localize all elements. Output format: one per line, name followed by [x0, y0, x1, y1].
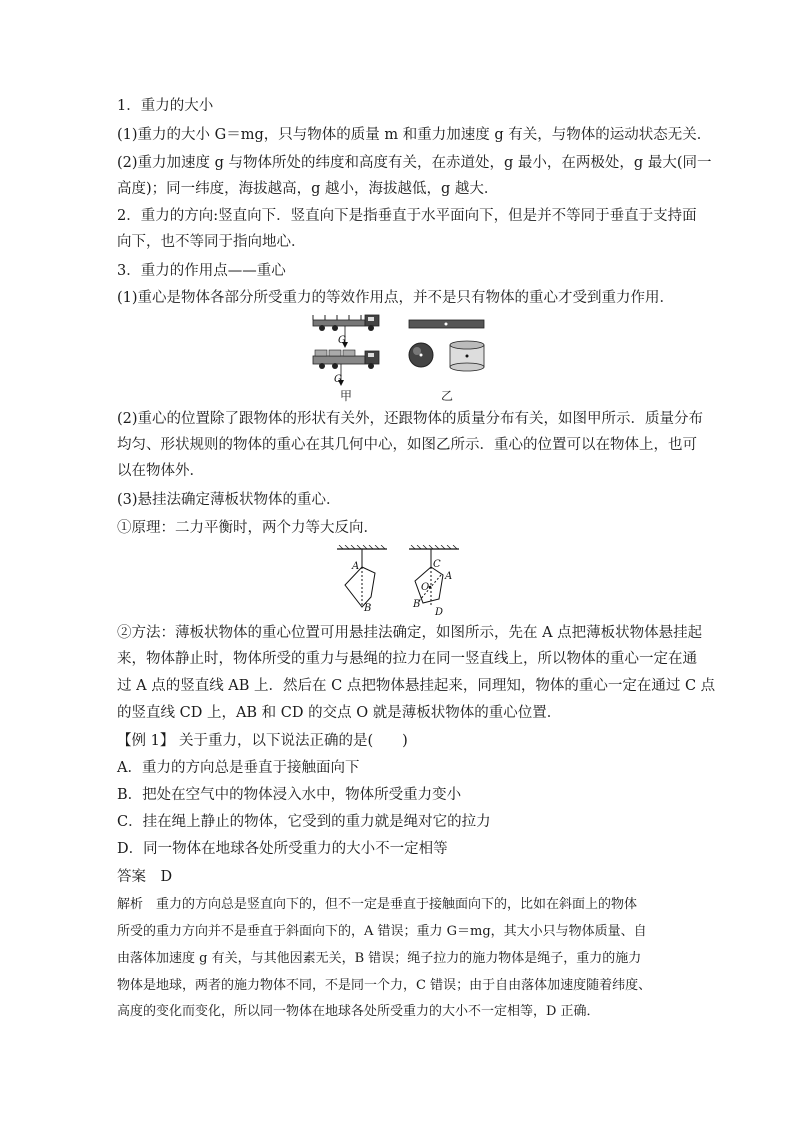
paragraph-center-position-2: 均匀、形状规则的物体的重心在其几何中心，如图乙所示．重心的位置可以在物体上，也可 [117, 437, 697, 453]
paragraph-method-2: 来，物体静止时，物体所受的重力与悬绳的拉力在同一竖直线上，所以物体的重心一定在通 [117, 651, 697, 667]
explanation-line-2: 所受的重力方向并不是垂直于斜面向下的，A 错误；重力 G＝mg，其大小只与物体质量、自 [117, 924, 647, 939]
paragraph-center-position-1: (2)重心的位置除了跟物体的形状有关外，还跟物体的质量分布有关，如图甲所示．质量分布 [117, 411, 704, 427]
paragraph-method-1: ②方法：薄板状物体的重心位置可用悬挂法确定，如图所示，先在 A 点把薄板状物体悬挂起 [117, 625, 703, 641]
rod-icon [409, 320, 484, 328]
explanation-line-5: 高度的变化而变化，所以同一物体在地球各处所受重力的大小不一定相等，D 正确． [117, 1004, 600, 1019]
label-a-right: A [445, 571, 453, 582]
label-a-left: A [352, 561, 360, 572]
label-o: O [421, 582, 430, 593]
label-c: C [433, 559, 441, 570]
label-b-left: B [364, 603, 372, 614]
option-b: B．把处在空气中的物体浸入水中，物体所受重力变小 [117, 787, 462, 803]
truck-loaded-icon [313, 350, 379, 386]
gravity-label-top: G [338, 335, 346, 346]
label-b-right: B [413, 599, 421, 610]
paragraph-gravity-acceleration-1: (2)重力加速度 g 与物体所处的纬度和高度有关，在赤道处，g 最小，在两极处，g 最大(同一 [117, 155, 712, 171]
caption-yi: 乙 [441, 389, 454, 403]
label-d: D [435, 607, 444, 617]
option-a: A．重力的方向总是垂直于接触面向下 [117, 760, 360, 776]
paragraph-method-3: 过 A 点的竖直线 AB 上．然后在 C 点把物体悬挂起来，同理知，物体的重心一定在通过 C 点 [117, 678, 716, 694]
explanation-line-1: 解析 重力的方向总是竖直向下的，但不一定是垂直于接触面向下的，比如在斜面上的物体 [117, 897, 638, 912]
answer: 答案 D [117, 869, 173, 885]
sphere-icon [409, 343, 433, 367]
paragraph-direction-1: 2．重力的方向:竖直向下．竖直向下是指垂直于水平面向下，但是并不等同于垂直于支持面 [117, 208, 697, 224]
paragraph-principle: ①原理：二力平衡时，两个力等大反向． [117, 520, 378, 536]
caption-jia: 甲 [340, 389, 353, 403]
paragraph-method-4: 的竖直线 CD 上，AB 和 CD 的交点 O 就是薄板状物体的重心位置． [117, 705, 562, 721]
cylinder-icon [450, 341, 484, 371]
paragraph-direction-2: 向下，也不等同于指向地心． [117, 234, 306, 250]
example-question: 【例 1】 关于重力，以下说法正确的是( ) [117, 733, 408, 749]
section-heading-magnitude: 1．重力的大小 [117, 98, 214, 114]
paragraph-suspension-method: (3)悬挂法确定薄板状物体的重心． [117, 492, 341, 508]
paragraph-gravity-acceleration-2: 高度)；同一纬度，海拔越高，g 越小，海拔越低，g 越大． [117, 181, 499, 197]
paragraph-center-position-3: 以在物体外． [117, 463, 204, 479]
gravity-label-bottom: G [334, 374, 342, 385]
figure-suspension-method [335, 545, 465, 617]
explanation-line-4: 物体是地球，两者的施力物体不同，不是同一个力，C 错误；由于自由落体加速度随着纬度、 [117, 978, 652, 993]
section-heading-center-of-gravity: 3．重力的作用点——重心 [117, 263, 286, 279]
figure-center-of-gravity [305, 312, 490, 404]
truck-unloaded-icon [313, 315, 379, 348]
paragraph-gravity-formula: (1)重力的大小 G＝mg，只与物体的质量 m 和重力加速度 g 有关，与物体的运动状态无关． [117, 127, 712, 143]
paragraph-center-definition: (1)重心是物体各部分所受重力的等效作用点，并不是只有物体的重心才受到重力作用． [117, 290, 675, 306]
explanation-line-3: 由落体加速度 g 有关，与其他因素无关，B 错误；绳子拉力的施力物体是绳子，重力的施力 [117, 951, 642, 966]
option-d: D．同一物体在地球各处所受重力的大小不一定相等 [117, 841, 448, 857]
option-c: C．挂在绳上静止的物体，它受到的重力就是绳对它的拉力 [117, 814, 491, 830]
